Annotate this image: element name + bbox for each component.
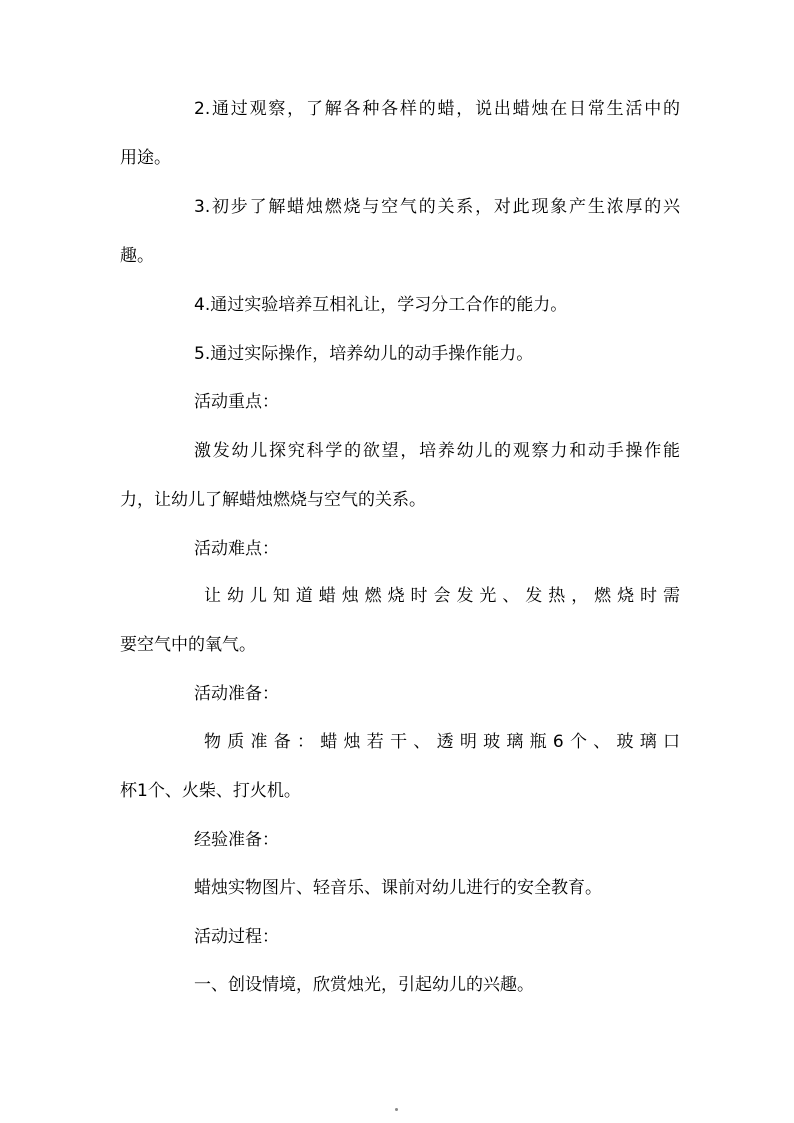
key-points-line-2: 力，让幼儿了解蜡烛燃烧与空气的关系。	[120, 490, 426, 510]
key-points-heading: 活动重点：	[194, 392, 279, 412]
difficulty-line-1: 让幼儿知道蜡烛燃烧时会发光、发热，燃烧时需	[204, 586, 680, 606]
material-preparation-line-2: 杯1个、火柴、打火机。	[120, 781, 301, 801]
material-preparation-line-1: 物质准备：蜡烛若干、透明玻璃瓶6个、玻璃口	[204, 732, 680, 752]
objective-2-line-2: 用途。	[120, 148, 171, 168]
preparation-heading: 活动准备：	[194, 684, 279, 704]
experience-preparation-content: 蜡烛实物图片、轻音乐、课前对幼儿进行的安全教育。	[194, 878, 602, 898]
key-points-line-1: 激发幼儿探究科学的欲望，培养幼儿的观察力和动手操作能	[194, 441, 680, 461]
process-heading: 活动过程：	[194, 927, 279, 947]
difficulty-heading: 活动难点：	[194, 539, 279, 559]
objective-5: 5.通过实际操作，培养幼儿的动手操作能力。	[194, 344, 534, 364]
objective-2-line-1: 2.通过观察，了解各种各样的蜡，说出蜡烛在日常生活中的	[194, 99, 680, 119]
objective-3-line-1: 3.初步了解蜡烛燃烧与空气的关系，对此现象产生浓厚的兴	[194, 197, 680, 217]
experience-preparation-heading: 经验准备：	[194, 830, 279, 850]
objective-3-line-2: 趣。	[120, 246, 154, 266]
objective-4: 4.通过实验培养互相礼让，学习分工合作的能力。	[194, 295, 568, 315]
page-footer-mark	[395, 1108, 398, 1111]
process-step-1: 一、创设情境，欣赏烛光，引起幼儿的兴趣。	[194, 975, 534, 995]
difficulty-line-2: 要空气中的氧气。	[120, 635, 256, 655]
